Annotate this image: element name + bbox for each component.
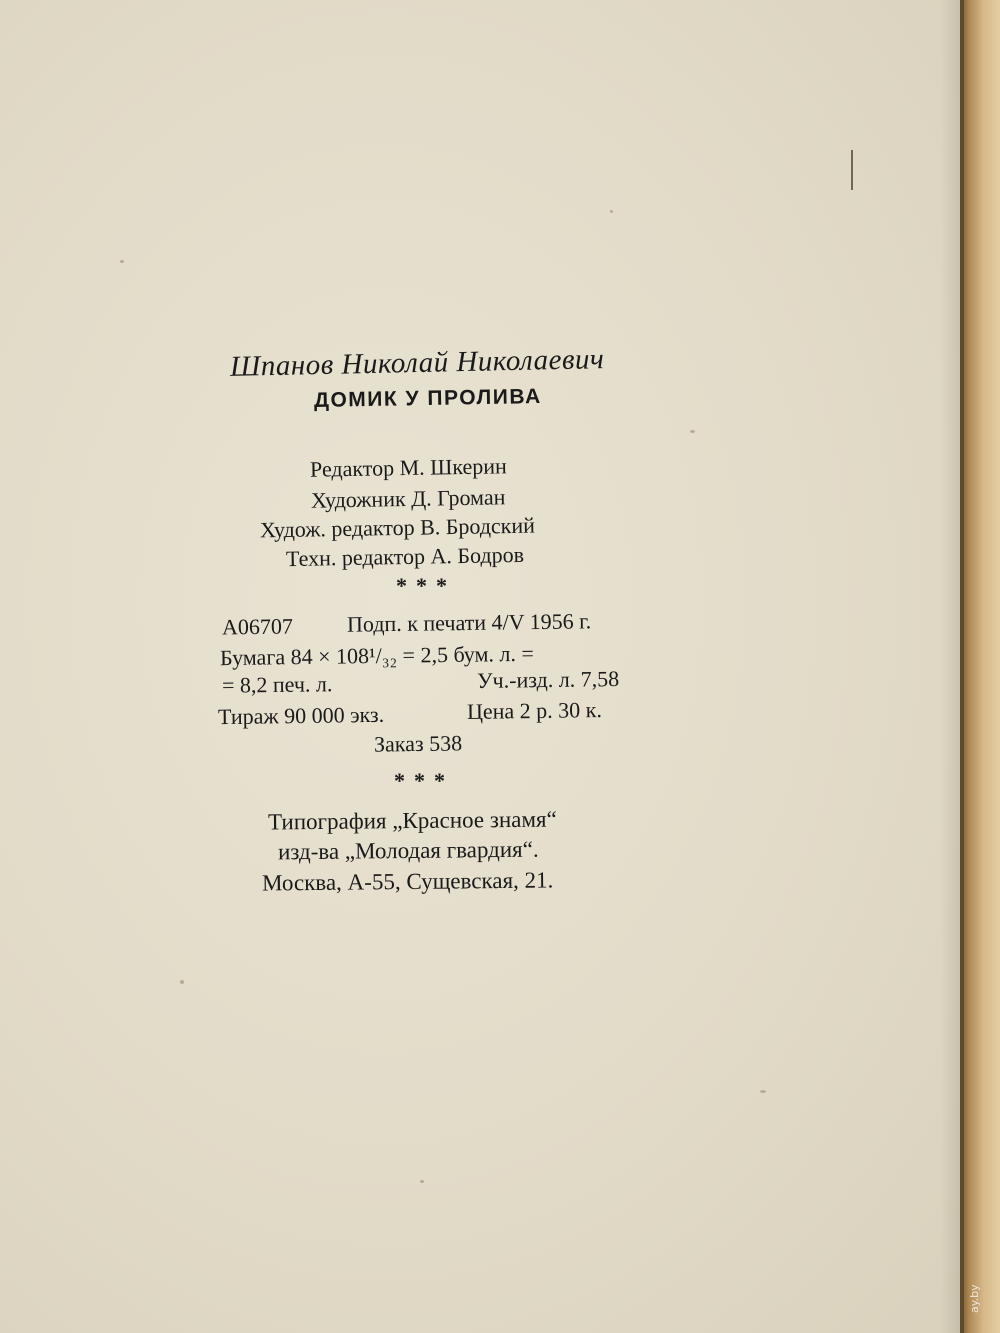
author-name: Шпанов Николай Николаевич xyxy=(229,343,605,383)
paper-scratch xyxy=(851,150,853,190)
separator-stars: *** xyxy=(394,768,454,793)
imprint-edit-sheets: Уч.-изд. л. 7,58 xyxy=(476,666,620,693)
separator-stars: *** xyxy=(396,573,456,598)
credit-artist: Художник Д. Громан xyxy=(310,484,506,513)
imprint-order-number: Заказ 538 xyxy=(373,730,463,757)
paper-fleck xyxy=(120,260,124,263)
imprint-print-run: Тираж 90 000 экз. xyxy=(217,701,385,730)
book-cover-edge xyxy=(964,0,1000,1333)
credit-tech-editor: Техн. редактор А. Бодров xyxy=(285,541,525,572)
printer-address: Москва, А-55, Сущевская, 21. xyxy=(261,867,554,896)
imprint-signed-date: Подп. к печати 4/V 1956 г. xyxy=(346,608,592,637)
imprint-order-code: А06707 xyxy=(221,613,294,640)
imprint-paper: Бумага 84 × 108¹/₃₂ = 2,5 бум. л. = xyxy=(219,640,535,671)
imprint-price: Цена 2 р. 30 к. xyxy=(466,697,603,724)
paper-fleck xyxy=(180,980,184,984)
book-title: ДОМИК У ПРОЛИВА xyxy=(313,385,542,412)
credit-art-editor: Худож. редактор В. Бродский xyxy=(259,512,536,543)
site-watermark: ay.by xyxy=(968,1284,981,1313)
paper-fleck xyxy=(690,430,695,433)
paper-fleck xyxy=(420,1180,424,1183)
printer-name: Типография „Красное знамя“ xyxy=(267,806,557,835)
paper-fleck xyxy=(760,1090,766,1093)
credit-editor: Редактор М. Шкерин xyxy=(309,453,508,482)
printer-publisher: изд-ва „Молодая гвардия“. xyxy=(277,836,539,865)
imprint-sheets: = 8,2 печ. л. xyxy=(221,671,333,698)
paper-fleck xyxy=(610,210,613,213)
